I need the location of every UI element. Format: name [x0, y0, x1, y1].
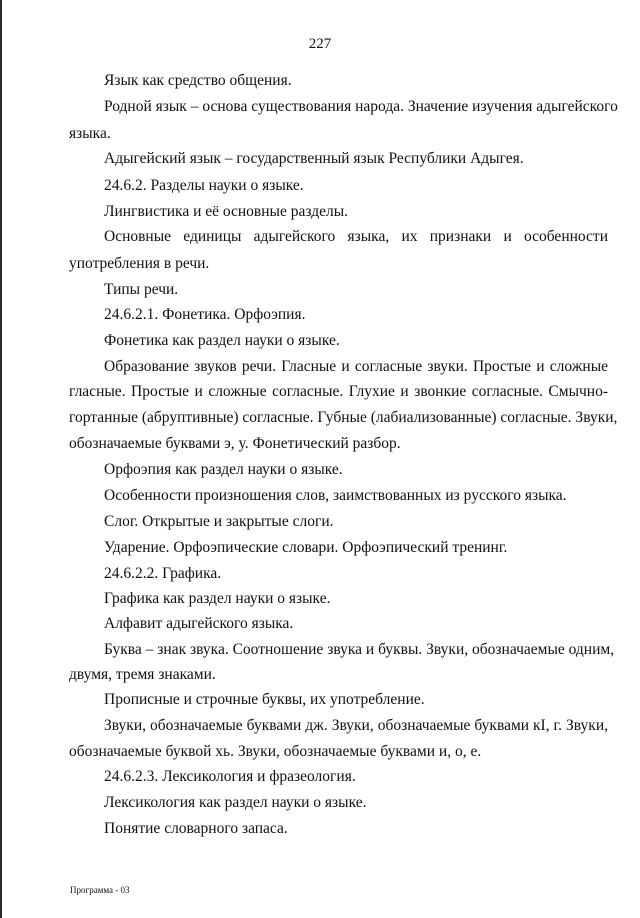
text-line: Прописные и строчные буквы, их употребление.	[104, 691, 425, 708]
footer-label: Программа - 03	[70, 885, 130, 895]
text-line: Понятие словарного запаса.	[104, 820, 288, 837]
text-line: Язык как средство общения.	[104, 72, 292, 89]
text-line: Лингвистика и её основные разделы.	[104, 203, 348, 220]
text-line: употребления в речи.	[69, 255, 210, 272]
text-line: гортанные (абруптивные) согласные. Губные (лабиализованные) согласные. Звуки,	[69, 409, 618, 426]
text-line: обозначаемые буквами э, у. Фонетический разбор.	[69, 435, 401, 452]
text-line: Адыгейский язык – государственный язык Республики Адыгея.	[104, 150, 524, 167]
text-line: Типы речи.	[104, 281, 179, 298]
text-line: 24.6.2.2. Графика.	[104, 565, 222, 582]
text-line: Графика как раздел науки о языке.	[104, 590, 331, 607]
text-line: Фонетика как раздел науки о языке.	[104, 332, 340, 349]
text-line: 24.6.2. Разделы науки о языке.	[104, 177, 304, 194]
page-number: 227	[308, 36, 332, 52]
text-line: гласные. Простые и сложные согласные. Глухие и звонкие согласные. Смычно-	[69, 383, 608, 400]
text-line: Родной язык – основа существования народа. Значение изучения адыгейского	[104, 98, 618, 115]
text-line: двумя, тремя знаками.	[69, 666, 216, 683]
text-line: Основные единицы адыгейского языка, их признаки и особенности	[104, 228, 608, 245]
text-line: 24.6.2.1. Фонетика. Орфоэпия.	[104, 306, 306, 323]
text-line: Образование звуков речи. Гласные и согласные звуки. Простые и сложные	[104, 358, 608, 375]
text-line: Звуки, обозначаемые буквами дж. Звуки, обозначаемые буквами кI, г. Звуки,	[104, 717, 608, 734]
text-line: Орфоэпия как раздел науки о языке.	[104, 461, 343, 478]
page-edge	[0, 0, 2, 918]
text-line: обозначаемые буквой хь. Звуки, обозначаемые буквами и, о, е.	[69, 743, 482, 760]
text-line: Алфавит адыгейского языка.	[104, 615, 294, 632]
text-line: Ударение. Орфоэпические словари. Орфоэпический тренинг.	[104, 539, 508, 556]
text-line: Слог. Открытые и закрытые слоги.	[104, 513, 334, 530]
text-line: Особенности произношения слов, заимствованных из русского языка.	[104, 487, 567, 504]
text-line: Буква – знак звука. Соотношение звука и буквы. Звуки, обозначаемые одним,	[104, 641, 615, 658]
text-line: 24.6.2.3. Лексикология и фразеология.	[104, 768, 356, 785]
text-line: Лексикология как раздел науки о языке.	[104, 794, 367, 811]
text-line: языка.	[69, 125, 111, 142]
